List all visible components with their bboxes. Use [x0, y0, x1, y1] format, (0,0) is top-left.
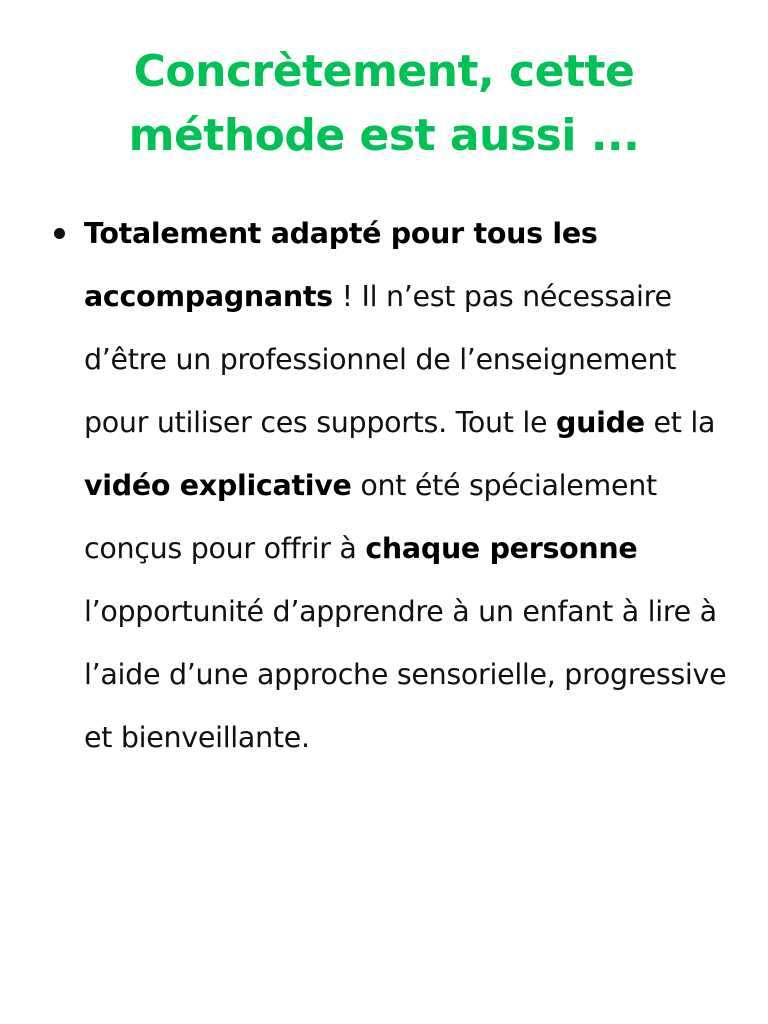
- bold-segment-video: vidéo explicative: [84, 469, 352, 502]
- bullet-list: [84, 202, 734, 769]
- text-segment-2: et la: [644, 406, 716, 439]
- bold-segment-personne: chaque personne: [365, 532, 638, 565]
- text-segment-4: l’opportunité d’apprendre à un enfant à lire à l’aide d’une approche sensorielle, progressive et bienveillante.: [84, 595, 727, 754]
- page-title: [0, 40, 768, 168]
- title-line-2: méthode est aussi ...: [128, 110, 640, 161]
- list-item: [84, 202, 734, 769]
- text-segment-3: ont été spécialement conçus pour offrir à: [84, 469, 657, 565]
- bold-segment-guide: guide: [556, 406, 645, 439]
- bold-segment-adapte: Totalement adapté pour tous les accompagnants: [84, 217, 598, 313]
- title-line-1: Concrètement, cette: [133, 46, 635, 97]
- text-segment-1: ! Il n’est pas nécessaire d’être un professionnel de l’enseignement pour utiliser ces supports. Tout le: [84, 280, 677, 439]
- bullet-dot-icon: [54, 228, 65, 239]
